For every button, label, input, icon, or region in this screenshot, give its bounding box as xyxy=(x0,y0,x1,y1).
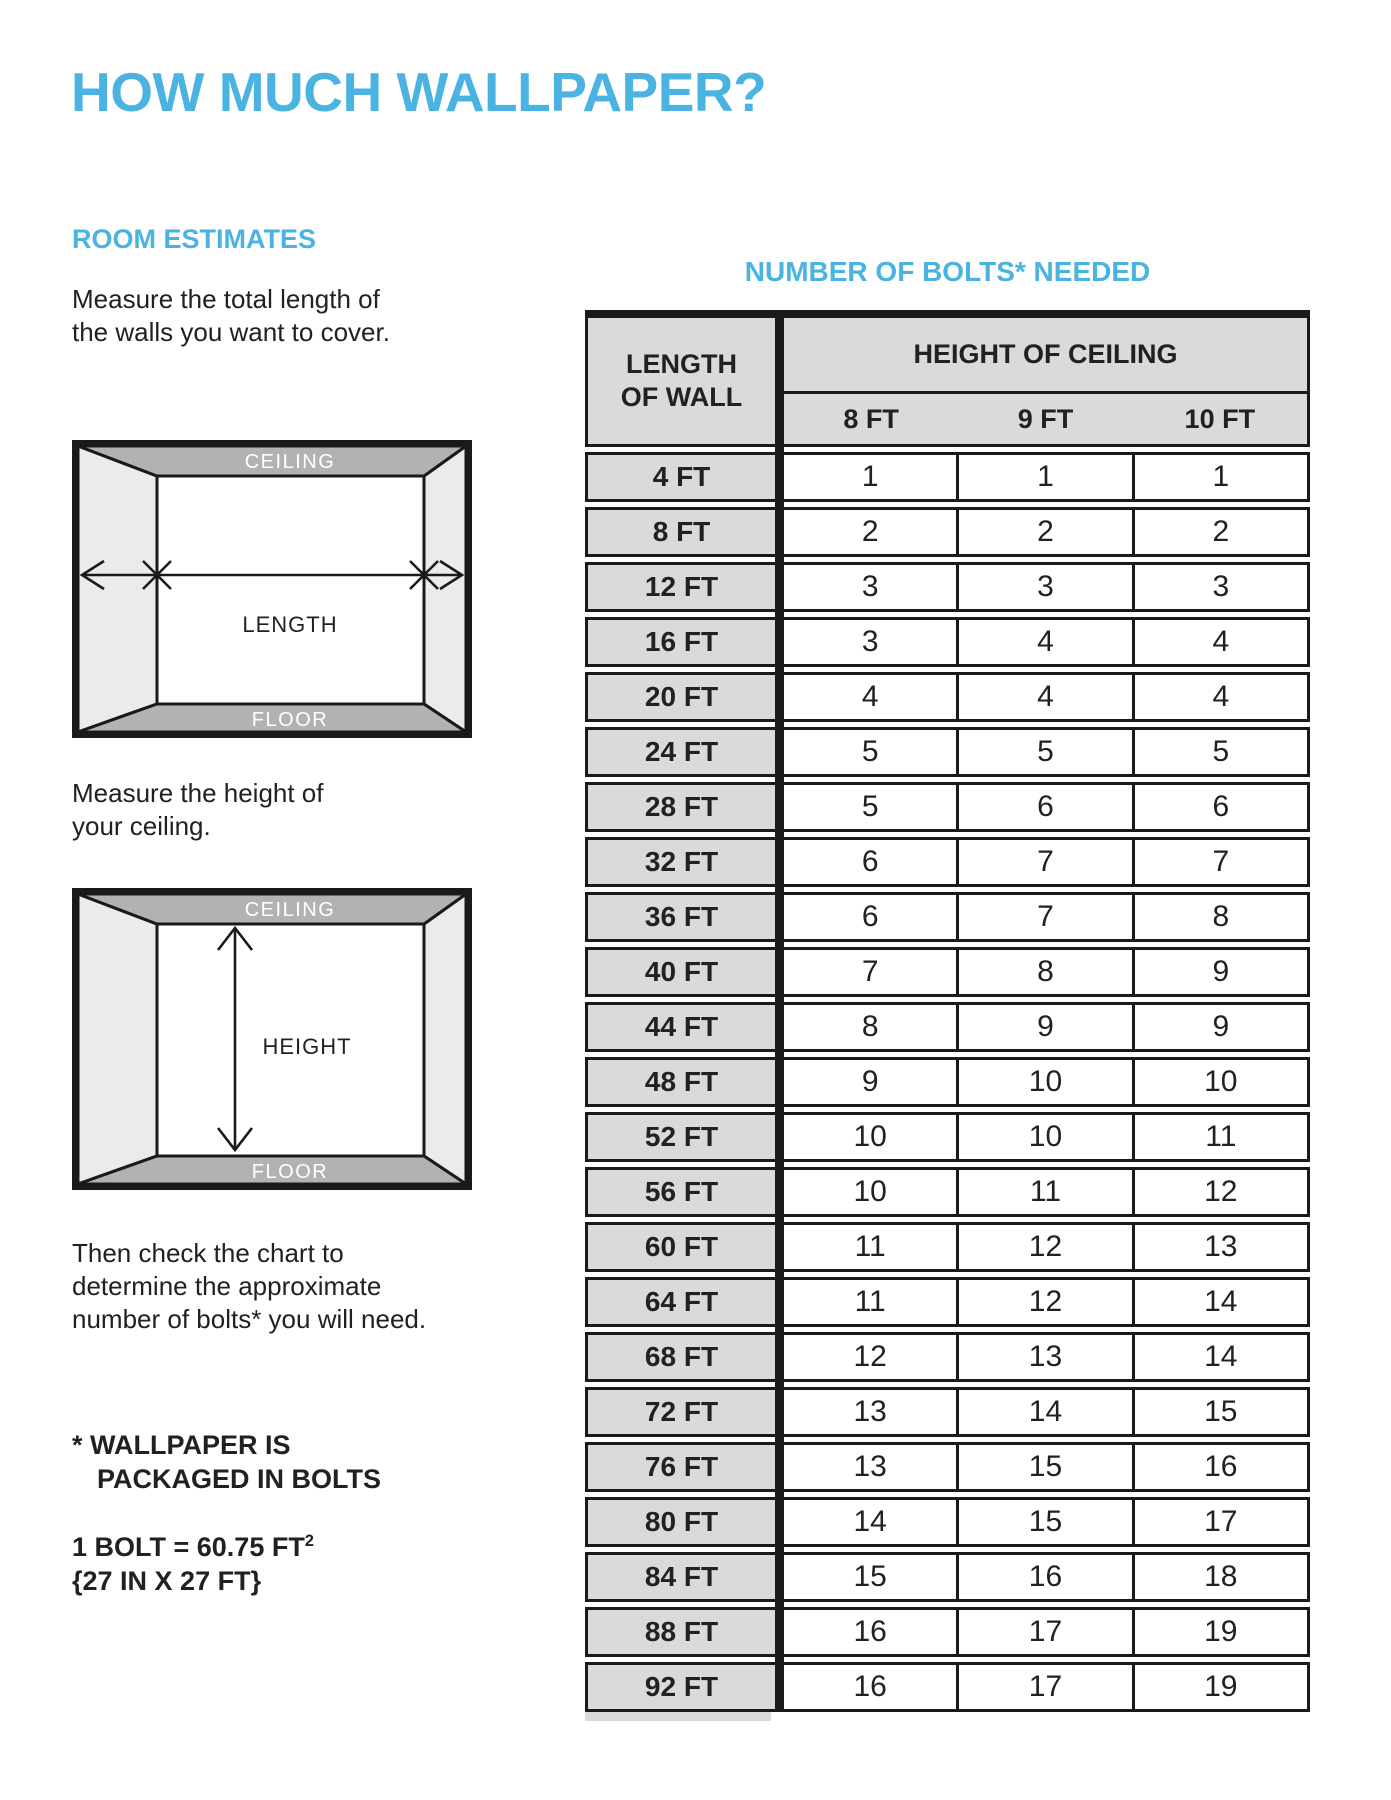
bolt-count-cell: 4 xyxy=(1212,625,1230,658)
row-label: 56 FT xyxy=(585,1167,775,1217)
bolt-count-cell: 3 xyxy=(784,620,959,664)
row-label: 28 FT xyxy=(585,782,775,832)
table-heading: NUMBER OF BOLTS* NEEDED xyxy=(744,256,1151,287)
floor-label: FLOOR xyxy=(251,709,329,731)
bolt-count-cell: 10 xyxy=(959,1115,1134,1159)
row-label: 36 FT xyxy=(585,892,775,942)
row-label: 68 FT xyxy=(585,1332,775,1382)
bolt-count-cell: 14 xyxy=(959,1390,1134,1434)
bolts-table xyxy=(585,310,1310,1721)
bolt-count-cell: 7 xyxy=(784,950,959,994)
row-label: 60 FT xyxy=(585,1222,775,1272)
bolt-count-cell: 13 xyxy=(1204,1230,1238,1263)
table-divider-bar xyxy=(775,318,784,1712)
bolt-count-cell: 19 xyxy=(1204,1615,1238,1648)
bolt-count-cell: 19 xyxy=(1204,1670,1238,1703)
bolt-count-cell: 2 xyxy=(784,510,959,554)
instruction-chart xyxy=(72,1237,426,1336)
table-row xyxy=(784,1002,1310,1052)
instruction-line: the walls you want to cover. xyxy=(72,317,390,347)
bolt-count-cell: 2 xyxy=(959,510,1134,554)
bolt-count-cell: 10 xyxy=(784,1170,959,1214)
instruction-height xyxy=(72,777,324,843)
bolt-count-cell: 12 xyxy=(784,1335,959,1379)
bolt-count-cell: 4 xyxy=(784,675,959,719)
column-shadow xyxy=(585,1712,771,1721)
bolt-dimensions: {27 IN X 27 FT} xyxy=(72,1566,262,1596)
bolt-count-cell: 11 xyxy=(959,1170,1134,1214)
row-label: 76 FT xyxy=(585,1442,775,1492)
table-row xyxy=(784,1662,1310,1712)
bolt-count-cell: 15 xyxy=(959,1500,1134,1544)
bolt-count-cell: 15 xyxy=(784,1555,959,1599)
height-label: HEIGHT xyxy=(262,1034,352,1059)
bolt-count-cell: 18 xyxy=(1204,1560,1238,1593)
bolt-count-cell: 6 xyxy=(784,895,959,939)
bolt-count-cell: 7 xyxy=(959,895,1134,939)
bolts-footnote xyxy=(72,1428,381,1496)
row-label: 64 FT xyxy=(585,1277,775,1327)
bolt-count-cell: 3 xyxy=(1212,570,1230,603)
row-label: 48 FT xyxy=(585,1057,775,1107)
bolt-count-cell: 12 xyxy=(1204,1175,1238,1208)
bolt-count-cell: 16 xyxy=(784,1610,959,1654)
table-row xyxy=(784,1387,1310,1437)
row-label: 32 FT xyxy=(585,837,775,887)
column-header-10ft: 10 FT xyxy=(1184,403,1256,434)
bolt-equation-text: 1 BOLT = 60.75 FT xyxy=(72,1532,305,1562)
length-label: LENGTH xyxy=(242,612,338,637)
bolt-count-cell: 7 xyxy=(1212,845,1230,878)
bolt-count-cell: 7 xyxy=(959,840,1134,884)
row-label: 16 FT xyxy=(585,617,775,667)
bolt-count-cell: 6 xyxy=(784,840,959,884)
bolt-count-cell: 9 xyxy=(784,1060,959,1104)
table-row xyxy=(784,892,1310,942)
bolt-count-cell: 16 xyxy=(959,1555,1134,1599)
bolt-count-cell: 10 xyxy=(1204,1065,1238,1098)
table-row xyxy=(784,1167,1310,1217)
instruction-line: determine the approximate xyxy=(72,1271,382,1301)
room-estimates-heading: ROOM ESTIMATES xyxy=(72,224,317,254)
column-group-header: HEIGHT OF CEILING xyxy=(784,318,1310,394)
table-top-bar xyxy=(585,310,1310,318)
bolt-count-cell: 2 xyxy=(1212,515,1230,548)
table-row xyxy=(784,1057,1310,1107)
page-title: HOW MUCH WALLPAPER? xyxy=(71,61,767,123)
left-wall xyxy=(78,894,157,1184)
right-wall xyxy=(424,894,466,1184)
instruction-line: Measure the height of xyxy=(72,778,324,808)
row-label: 72 FT xyxy=(585,1387,775,1437)
left-wall xyxy=(78,446,157,732)
bolt-count-cell: 9 xyxy=(1212,1010,1230,1043)
table-row xyxy=(784,1607,1310,1657)
bolt-count-cell: 16 xyxy=(784,1665,959,1709)
bolt-count-cell: 4 xyxy=(959,675,1134,719)
bolt-count-cell: 8 xyxy=(959,950,1134,994)
row-label: 40 FT xyxy=(585,947,775,997)
row-label: 52 FT xyxy=(585,1112,775,1162)
instruction-line: Measure the total length of xyxy=(72,284,380,314)
bolt-count-cell: 13 xyxy=(784,1445,959,1489)
bolt-equation-sup: 2 xyxy=(304,1532,314,1550)
row-header-line: OF WALL xyxy=(620,382,743,412)
bolt-count-cell: 8 xyxy=(784,1005,959,1049)
column-header-8ft: 8 FT xyxy=(843,403,899,434)
row-label: 24 FT xyxy=(585,727,775,777)
bolt-count-cell: 15 xyxy=(959,1445,1134,1489)
bolt-count-cell: 8 xyxy=(1212,900,1230,933)
row-label-list xyxy=(585,452,775,1712)
table-row xyxy=(784,1112,1310,1162)
row-label: 20 FT xyxy=(585,672,775,722)
bolt-count-cell: 4 xyxy=(959,620,1134,664)
table-row xyxy=(784,562,1310,612)
bolt-count-cell: 3 xyxy=(784,565,959,609)
table-body xyxy=(784,452,1310,1712)
row-label: 44 FT xyxy=(585,1002,775,1052)
table-row xyxy=(784,947,1310,997)
bolt-count-cell: 1 xyxy=(784,455,959,499)
table-row xyxy=(784,1277,1310,1327)
right-wall xyxy=(424,446,466,732)
bolt-count-cell: 11 xyxy=(784,1280,959,1324)
footnote-line: PACKAGED IN BOLTS xyxy=(97,1464,382,1494)
column-headers-row xyxy=(784,394,1310,447)
bolt-count-cell: 17 xyxy=(959,1665,1134,1709)
bolt-count-cell: 16 xyxy=(1204,1450,1238,1483)
floor-label: FLOOR xyxy=(251,1161,329,1183)
bolt-count-cell: 15 xyxy=(1204,1395,1238,1428)
bolt-count-cell: 5 xyxy=(1212,735,1230,768)
table-row xyxy=(784,507,1310,557)
row-label: 88 FT xyxy=(585,1607,775,1657)
bolt-count-cell: 1 xyxy=(1212,460,1230,493)
table-row xyxy=(784,1332,1310,1382)
table-row xyxy=(784,727,1310,777)
table-row xyxy=(784,782,1310,832)
row-label: 84 FT xyxy=(585,1552,775,1602)
bolt-count-cell: 14 xyxy=(1204,1285,1238,1318)
row-header-line: LENGTH xyxy=(626,349,737,379)
column-header-9ft: 9 FT xyxy=(1017,403,1074,434)
bolt-count-cell: 3 xyxy=(959,565,1134,609)
table-row xyxy=(784,1552,1310,1602)
bolt-count-cell: 5 xyxy=(784,730,959,774)
bolt-count-cell: 11 xyxy=(1205,1120,1237,1153)
bolt-count-cell: 14 xyxy=(784,1500,959,1544)
table-data-section xyxy=(784,318,1310,1712)
table-row xyxy=(784,672,1310,722)
bolt-count-cell: 12 xyxy=(959,1280,1134,1324)
bolt-count-cell: 17 xyxy=(1204,1505,1238,1538)
table-row xyxy=(784,1222,1310,1272)
bolt-count-cell: 13 xyxy=(959,1335,1134,1379)
bolt-count-cell: 17 xyxy=(959,1610,1134,1654)
table-row xyxy=(784,837,1310,887)
bolt-count-cell: 10 xyxy=(784,1115,959,1159)
table-label-column xyxy=(585,318,775,1721)
bolt-count-cell: 9 xyxy=(1212,955,1230,988)
row-header-cell xyxy=(585,318,775,447)
bolt-count-cell: 14 xyxy=(1204,1340,1238,1373)
bolt-count-cell: 9 xyxy=(959,1005,1134,1049)
table-row xyxy=(784,452,1310,502)
table-row xyxy=(784,1442,1310,1492)
instruction-line: Then check the chart to xyxy=(72,1238,344,1268)
footnote-line: * WALLPAPER IS xyxy=(72,1430,291,1460)
bolt-count-cell: 1 xyxy=(959,455,1134,499)
instruction-line: your ceiling. xyxy=(72,811,211,841)
room-length-diagram xyxy=(72,440,472,738)
bolt-count-cell: 6 xyxy=(1212,790,1230,823)
ceiling-label: CEILING xyxy=(244,899,336,921)
bolt-equation xyxy=(72,1524,314,1564)
bolt-count-cell: 5 xyxy=(784,785,959,829)
room-height-diagram xyxy=(72,888,472,1190)
instruction-line: number of bolts* you will need. xyxy=(72,1304,427,1334)
row-label: 92 FT xyxy=(585,1662,775,1712)
row-label: 4 FT xyxy=(585,452,775,502)
ceiling-label: CEILING xyxy=(244,451,336,473)
bolt-size-note xyxy=(72,1524,314,1598)
row-label: 80 FT xyxy=(585,1497,775,1547)
bolt-count-cell: 5 xyxy=(959,730,1134,774)
bolt-count-cell: 6 xyxy=(959,785,1134,829)
instruction-length xyxy=(72,283,390,349)
table-row xyxy=(784,1497,1310,1547)
table-row xyxy=(784,617,1310,667)
bolt-count-cell: 10 xyxy=(959,1060,1134,1104)
bolt-count-cell: 4 xyxy=(1212,680,1230,713)
bolt-count-cell: 11 xyxy=(784,1225,959,1269)
row-label: 12 FT xyxy=(585,562,775,612)
bolt-count-cell: 12 xyxy=(959,1225,1134,1269)
bolt-count-cell: 13 xyxy=(784,1390,959,1434)
row-label: 8 FT xyxy=(585,507,775,557)
